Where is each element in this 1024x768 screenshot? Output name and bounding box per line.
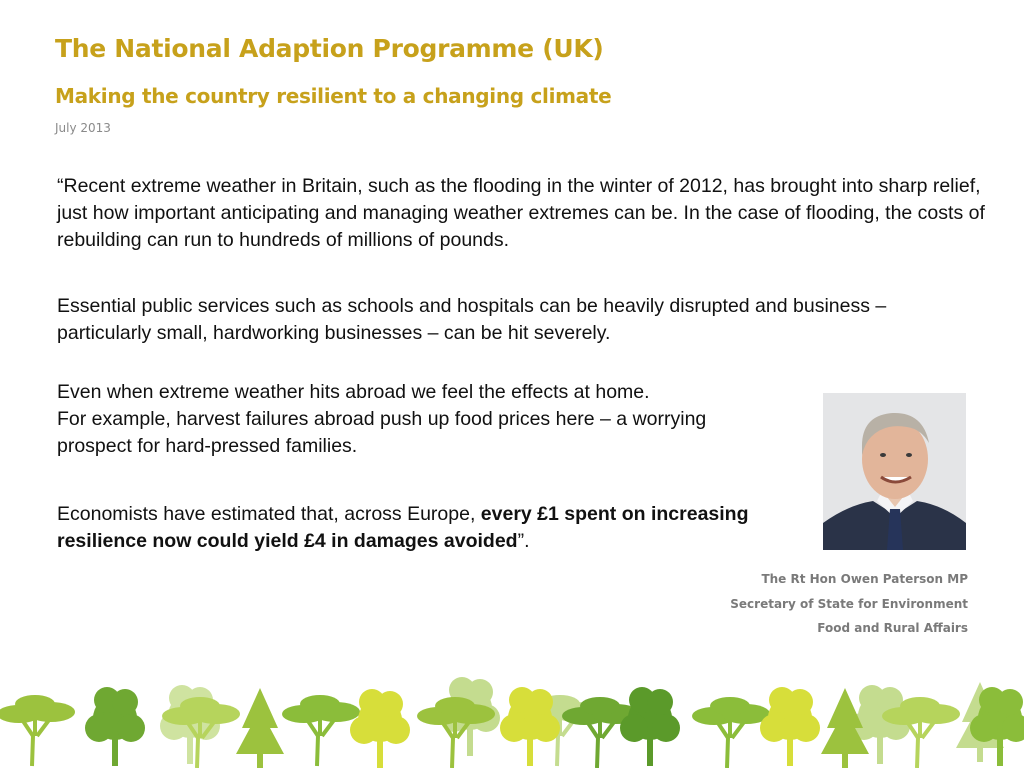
page-subtitle: Making the country resilient to a changing climate [55,84,612,108]
quote-close: ”. [517,530,530,552]
publication-date: July 2013 [55,121,111,135]
quote-paragraph-4 [57,501,777,555]
speaker-department: Food and Rural Affairs [817,621,968,635]
quote-open-mark: “ [57,175,64,197]
quote-paragraph-1-text: Recent extreme weather in Britain, such as the flooding in the winter of 2012, has brought into sharp relief, just how important anticipating and managing weather extremes can be. In the case of flooding, the costs of rebuilding can run to hundreds of millions of pounds. [57,175,985,251]
quote-paragraph-3 [57,379,777,460]
quote-paragraph-2: Essential public services such as schools and hospitals can be heavily disrupted and business – particularly small, hardworking businesses – can be hit severely. [57,295,887,344]
quote-paragraph-1 [57,173,987,254]
quote-paragraph-3-line-2: For example, harvest failures abroad push up food prices here – a worrying prospect for hard-pressed families. [57,408,707,457]
quote-paragraph-3-line-1: Even when extreme weather hits abroad we feel the effects at home. [57,381,650,403]
portrait-photo [823,393,966,550]
portrait-illustration [823,393,966,550]
tree-border-decoration [0,630,1024,768]
quote-highlight: every £1 spent on increasing resilience now could yield £4 in damages avoided [57,503,749,552]
speaker-role: Secretary of State for Environment [730,596,968,611]
quote-paragraph-4-lead: Economists have estimated that, across Europe, [57,503,481,525]
speaker-name: The Rt Hon Owen Paterson MP [761,572,968,586]
page-title: The National Adaption Programme (UK) [55,34,604,63]
